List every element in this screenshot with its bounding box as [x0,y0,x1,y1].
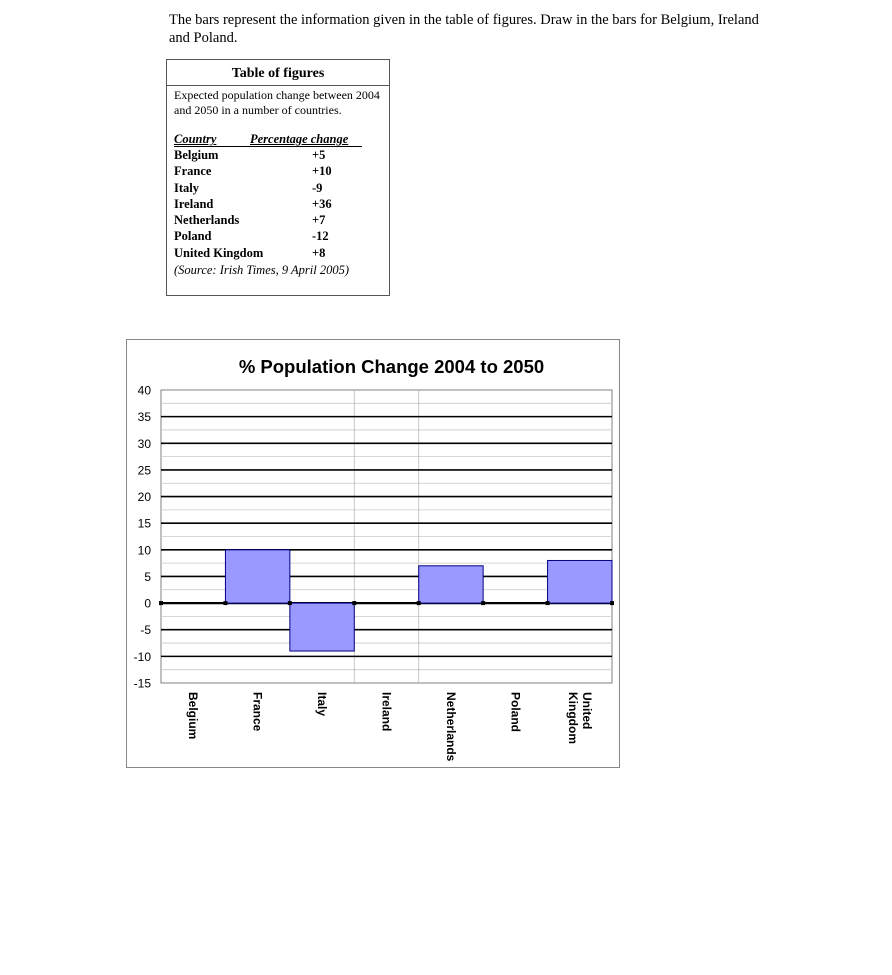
table-body [167,132,389,278]
y-tick-label: 30 [137,436,151,451]
axis-tick-mark [417,601,421,605]
chart-frame [126,339,620,768]
row-country: Ireland [174,196,214,211]
x-tick-label: Belgium [186,692,201,740]
bar [225,550,289,603]
axis-tick-mark [288,601,292,605]
row-value: +7 [312,213,326,228]
row-value: +10 [312,164,332,179]
row-country: Belgium [174,148,219,162]
y-tick-label: 5 [144,569,151,584]
y-tick-label: -15 [133,676,151,691]
chart-title: % Population Change 2004 to 2050 [238,356,545,377]
header-rule [174,146,362,147]
table-row [174,229,389,245]
row-country: United Kingdom [174,245,264,260]
axis-tick-mark [610,601,614,605]
x-tick-label: France [250,692,265,732]
bar [290,603,354,651]
table-row [174,181,389,197]
row-country: Italy [174,180,199,195]
x-tick-label: UnitedKingdom [565,692,594,744]
row-country: France [174,164,212,179]
row-country: Netherlands [174,213,240,228]
y-tick-label: 15 [137,516,151,531]
x-tick-label: Italy [315,692,330,717]
table-header-row [174,132,389,148]
table-description: Expected population change between 2004 and 2050 in a number of countries. [174,88,380,117]
y-tick-label: 0 [144,596,151,611]
x-tick-label: Ireland [379,692,394,732]
table-title: Table of figures [167,60,389,86]
table-row [174,246,389,262]
row-value: +36 [312,196,332,211]
instructions-text: The bars represent the information given in the table of figures. Draw in the bars for Belgium, Ireland and Poland. [169,12,759,46]
table-row [174,197,389,213]
y-tick-label: 25 [137,463,151,478]
axis-tick-mark [546,601,550,605]
table-row [174,213,389,229]
y-tick-label: -10 [133,649,151,664]
table-source: (Source: Irish Times, 9 April 2005) [174,263,349,278]
axis-tick-mark [352,601,356,605]
bar [419,566,483,603]
header-percentage-change: Percentage change [250,132,349,146]
row-value: +8 [312,245,326,260]
row-value: -9 [312,180,323,195]
y-tick-label: 35 [137,410,151,425]
axis-tick-mark [481,601,485,605]
y-tick-label: 20 [137,490,151,505]
header-country: Country [174,132,217,146]
table-row [174,164,389,180]
y-tick-label: 10 [137,543,151,558]
table-row [174,148,389,164]
row-country: Poland [174,229,212,244]
x-tick-label: Netherlands [443,692,458,762]
row-value: +5 [312,148,326,162]
bar [548,560,612,603]
figures-table [166,59,390,296]
row-value: -12 [312,229,329,244]
population-change-chart [127,340,619,767]
axis-tick-mark [159,601,163,605]
x-tick-label: Poland [508,692,523,733]
y-tick-label: 40 [137,383,151,398]
axis-tick-mark [223,601,227,605]
y-tick-label: -5 [140,623,151,638]
